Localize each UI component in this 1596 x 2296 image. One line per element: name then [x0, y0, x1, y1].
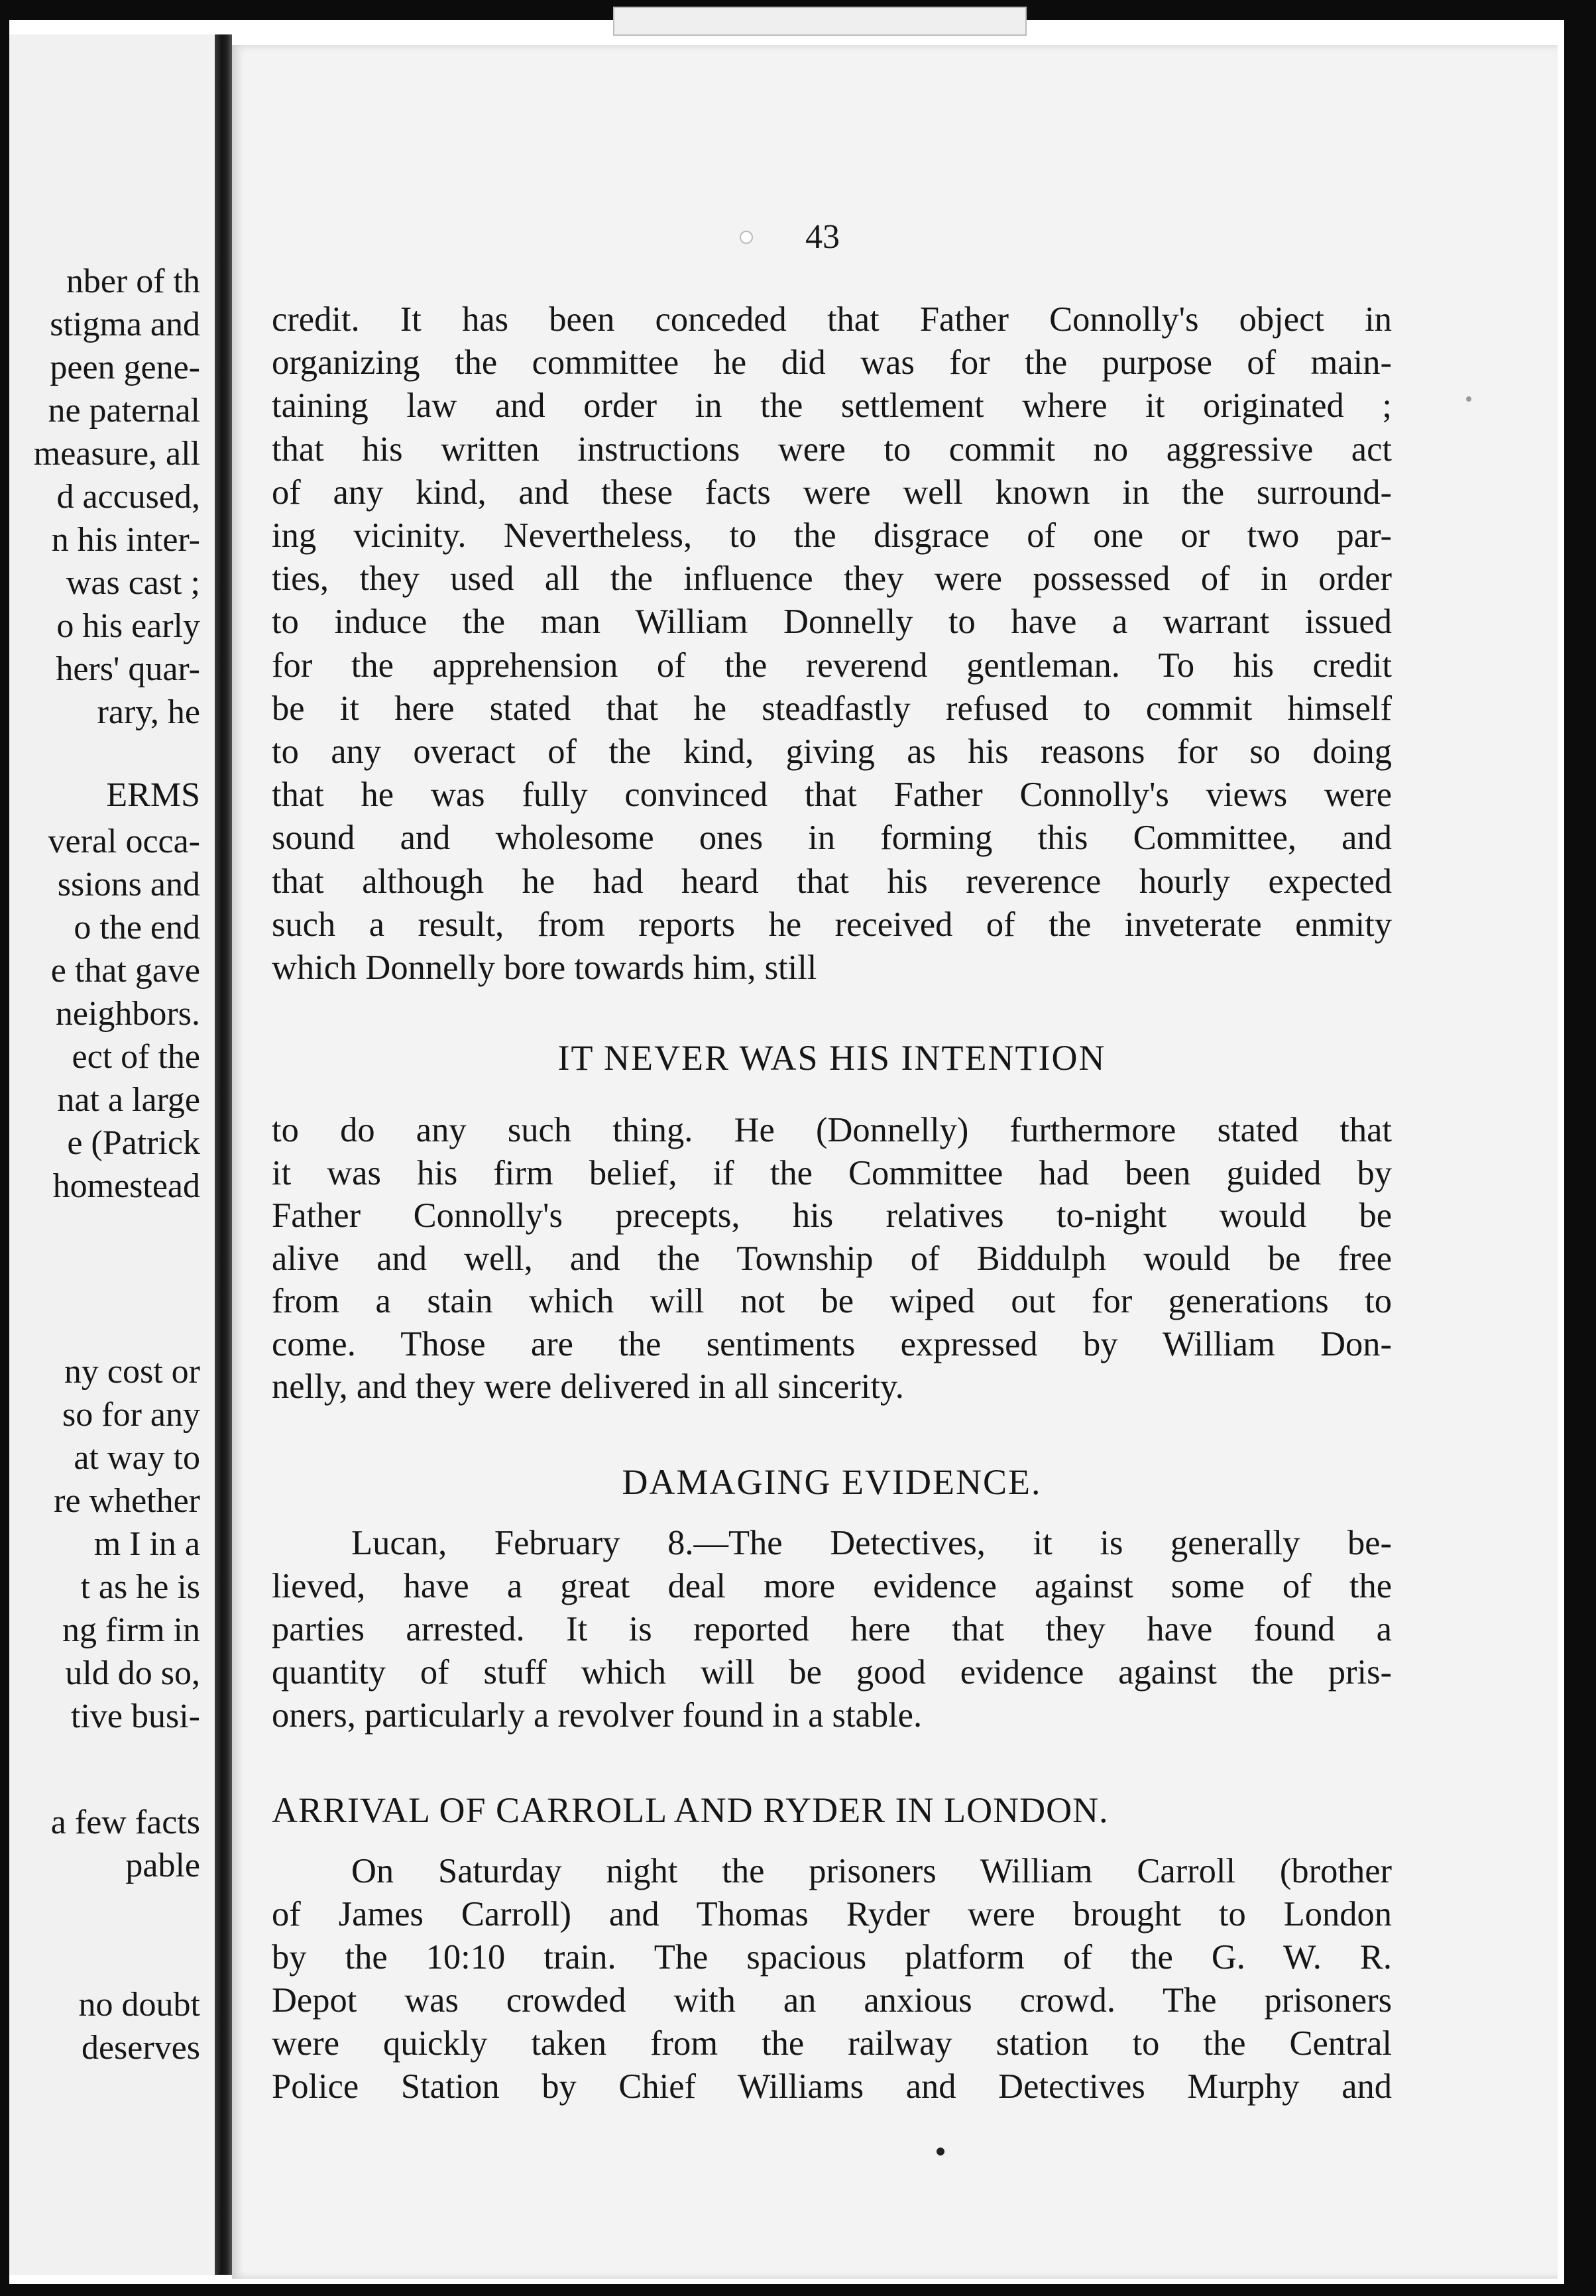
- left-page-line: nber of th: [66, 262, 200, 300]
- body-text-line: On Saturday night the prisoners William Carroll (brother: [351, 1852, 1392, 1890]
- body-text-line: to any overact of the kind, giving as his reasons for so doing: [272, 732, 1392, 771]
- scan-top-notch: [613, 7, 1027, 36]
- scan-bottom-edge: [0, 2284, 1596, 2296]
- left-page-line: ssions and: [57, 866, 200, 903]
- left-page-line: so for any: [62, 1396, 200, 1434]
- left-page-line: ny cost or: [64, 1353, 200, 1391]
- left-page-line: ERMS: [106, 776, 200, 814]
- body-text-line: alive and well, and the Township of Biddulph would be free: [272, 1239, 1392, 1278]
- left-page-line: o his early: [56, 607, 200, 645]
- body-text-line: parties arrested. It is reported here that they have found a: [272, 1610, 1392, 1648]
- left-page-line: was cast ;: [66, 564, 200, 602]
- body-text-line: Police Station by Chief Williams and Detectives Murphy and: [272, 2067, 1392, 2106]
- body-text-line: of any kind, and these facts were well known in the surround-: [272, 473, 1392, 512]
- body-text-line: such a result, from reports he received of the inveterate enmity: [272, 905, 1392, 944]
- section-heading-damaging-evidence: DAMAGING EVIDENCE.: [622, 1462, 1042, 1502]
- left-page-line: m I in a: [93, 1525, 200, 1563]
- left-page-line: no doubt: [78, 1986, 200, 2024]
- body-text-line: oners, particularly a revolver found in a stable.: [272, 1696, 923, 1735]
- left-page-line: ng firm in: [62, 1611, 200, 1649]
- left-page-line: rary, he: [97, 693, 200, 731]
- left-page-line: stigma and: [50, 306, 200, 343]
- body-text-line: taining law and order in the settlement where it originated ;: [272, 386, 1392, 426]
- left-page-line: neighbors.: [55, 995, 200, 1033]
- left-page-line: t as he is: [80, 1568, 200, 1606]
- book-gutter: [215, 34, 232, 2275]
- left-page-line: peen gene-: [50, 349, 200, 386]
- body-text-line: it was his firm belief, if the Committee had been guided by: [272, 1153, 1392, 1192]
- left-page-line: o the end: [74, 909, 200, 947]
- body-text-line: nelly, and they were delivered in all sincerity.: [272, 1367, 904, 1406]
- body-text-line: organizing the committee he did was for the purpose of main-: [272, 343, 1392, 382]
- body-text-line: ties, they used all the influence they were possessed of in order: [272, 559, 1392, 599]
- body-text-line: which Donnelly bore towards him, still: [272, 948, 817, 987]
- body-text-line: lieved, have a great deal more evidence against some of the: [272, 1567, 1392, 1605]
- left-page-line: a few facts: [50, 1804, 200, 1841]
- body-text-line: quantity of stuff which will be good evidence against the pris-: [272, 1653, 1392, 1692]
- body-text-line: that although he had heard that his reverence hourly expected: [272, 862, 1392, 901]
- body-text-line: of James Carroll) and Thomas Ryder were brought to London: [272, 1895, 1392, 1933]
- page-number: 43: [805, 218, 840, 256]
- body-text-line: that his written instructions were to commit no aggressive act: [272, 430, 1392, 469]
- body-text-line: for the apprehension of the reverend gentleman. To his credit: [272, 646, 1392, 685]
- left-page-line: ect of the: [72, 1038, 200, 1076]
- body-text-line: ing vicinity. Nevertheless, to the disgrace of one or two par-: [272, 516, 1392, 555]
- left-page-line: measure, all: [33, 435, 200, 473]
- left-page-line: re whether: [54, 1482, 200, 1520]
- body-text-line: to do any such thing. He (Donnelly) furthermore stated that: [272, 1111, 1392, 1149]
- section-heading-intention: IT NEVER WAS HIS INTENTION: [557, 1038, 1106, 1078]
- body-text-line: credit. It has been conceded that Father Connolly's object in: [272, 300, 1392, 339]
- left-page-line: n his inter-: [51, 521, 200, 559]
- scan-left-edge: [0, 0, 9, 2296]
- section-heading-arrival: ARRIVAL OF CARROLL AND RYDER IN LONDON.: [272, 1790, 1109, 1830]
- left-page-text: [9, 34, 215, 2275]
- body-text-line: that he was fully convinced that Father Connolly's views were: [272, 775, 1392, 815]
- left-page-line: e (Patrick: [67, 1124, 200, 1162]
- left-page-line: veral occa-: [48, 823, 200, 860]
- left-page-line: at way to: [74, 1439, 200, 1477]
- ink-speck: [937, 2148, 944, 2155]
- left-page-line: homestead: [52, 1167, 200, 1205]
- left-page-line: tive busi-: [71, 1697, 200, 1735]
- body-text-line: Depot was crowded with an anxious crowd. The prisoners: [272, 1981, 1392, 2020]
- body-text-line: from a stain which will not be wiped out for generations to: [272, 1282, 1392, 1320]
- body-text-line: were quickly taken from the railway station to the Central: [272, 2024, 1392, 2063]
- left-page-line: e that gave: [50, 952, 200, 990]
- body-text-line: be it here stated that he steadfastly refused to commit himself: [272, 689, 1392, 728]
- body-text-line: Lucan, February 8.—The Detectives, it is generally be-: [351, 1524, 1392, 1562]
- left-page-line: hers' quar-: [56, 650, 200, 688]
- left-page-line: uld do so,: [65, 1654, 200, 1692]
- left-page-line: ne paternal: [48, 392, 200, 430]
- left-page-line: d accused,: [56, 478, 200, 516]
- body-text-line: sound and wholesome ones in forming this Committee, and: [272, 819, 1392, 858]
- left-page-line: nat a large: [57, 1081, 200, 1119]
- left-page-line: pable: [125, 1847, 200, 1884]
- body-text-line: to induce the man William Donnelly to have a warrant issued: [272, 603, 1392, 642]
- ink-speck: [740, 231, 753, 244]
- scan-right-edge: [1564, 0, 1596, 2296]
- body-text-line: Father Connolly's precepts, his relatives to-night would be: [272, 1196, 1392, 1235]
- body-text-line: come. Those are the sentiments expressed by William Don-: [272, 1324, 1392, 1363]
- ink-speck: [1466, 396, 1471, 402]
- body-text-line: by the 10:10 train. The spacious platform of the G. W. R.: [272, 1938, 1392, 1977]
- left-page-line: deserves: [81, 2029, 200, 2067]
